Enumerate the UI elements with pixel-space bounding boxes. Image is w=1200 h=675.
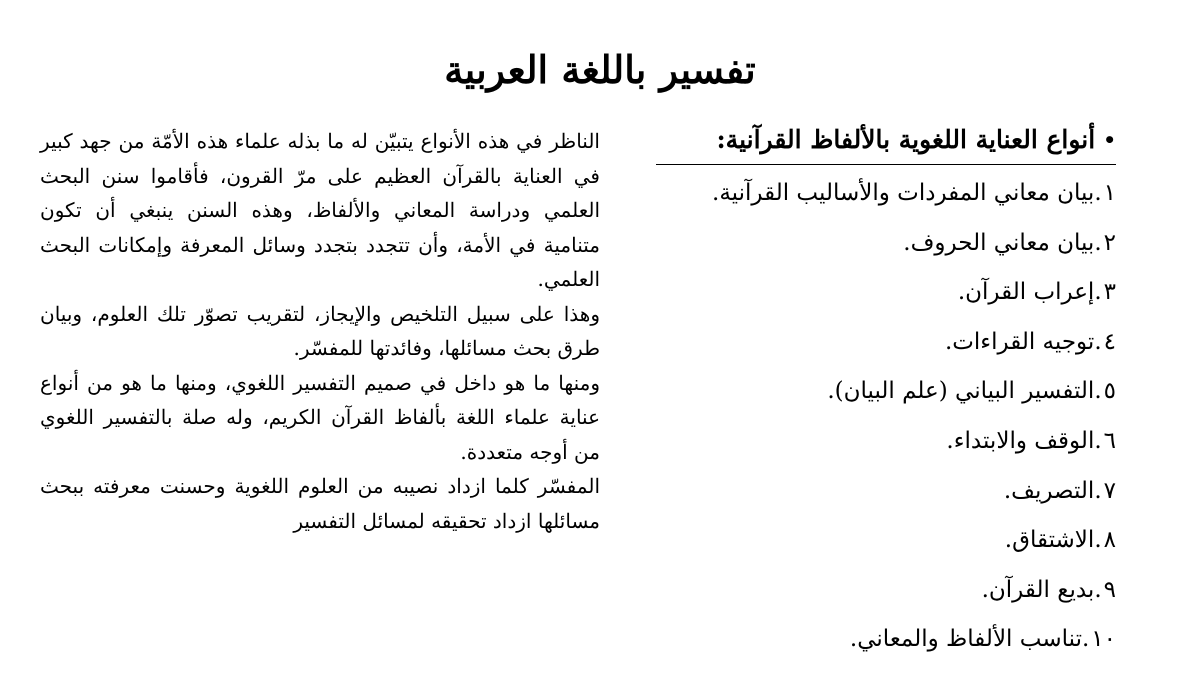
item-text: .التصريف. [1003, 477, 1102, 504]
types-list [636, 169, 1116, 665]
item-number: ٧ [1103, 477, 1116, 504]
types-section [636, 118, 1116, 665]
commentary-block [40, 124, 600, 538]
list-item [636, 169, 1116, 219]
item-number: ٦ [1103, 427, 1116, 454]
item-number: ١ [1103, 180, 1116, 206]
page-title: تفسير باللغة العربية [444, 47, 756, 92]
item-text: .تناسب الألفاظ والمعاني. [849, 626, 1090, 653]
item-text: .بديع القرآن. [981, 576, 1102, 603]
item-number: ٨ [1103, 527, 1116, 554]
list-item [636, 516, 1116, 566]
list-item [636, 417, 1116, 467]
list-item [636, 268, 1116, 318]
item-number: ٤ [1103, 328, 1116, 355]
item-text: .بيان معاني الحروف. [903, 229, 1102, 256]
commentary-paragraph: ومنها ما هو داخل في صميم التفسير اللغوي، ومنها ما هو من أنواع عناية علماء اللغة بألفاظ القرآن الكريم، وله صلة بالتفسير اللغوي من أوجه متعددة. [40, 370, 600, 464]
item-text: .إعراب القرآن. [957, 279, 1102, 306]
list-item [636, 219, 1116, 269]
item-text: .توجيه القراءات. [944, 328, 1102, 355]
list-item [636, 367, 1116, 417]
commentary-paragraph: وهذا على سبيل التلخيص والإيجاز، لتقريب تصوّر تلك العلوم، وبيان طرق بحث مسائلها، وفائدتها للمفسّر. [40, 301, 600, 360]
item-number: ٣ [1103, 279, 1116, 306]
list-item [636, 318, 1116, 368]
bullet-icon: • [1103, 128, 1116, 152]
list-item [636, 615, 1116, 665]
item-text: .الوقف والابتداء. [946, 427, 1102, 454]
commentary-paragraph: الناظر في هذه الأنواع يتبيّن له ما بذله علماء هذه الأمّة من جهد كبير في العناية بالقرآن العظيم على مرّ القرون، فأقاموا سنن البحث العلمي ودراسة المعاني والألفاظ، وهذه السنن ينبغي أن تكون متنامية في الأمة، وأن تتجدد بتجدد وسائل المعرفة وإمكانات البحث العلمي. [40, 129, 600, 291]
list-item [636, 467, 1116, 517]
section-heading [656, 118, 1116, 165]
item-number: ٩ [1103, 576, 1116, 603]
item-text: .التفسير البياني (علم البيان). [827, 378, 1102, 405]
item-text: .الاشتقاق. [1004, 527, 1102, 554]
list-item [636, 566, 1116, 616]
commentary-paragraph: المفسّر كلما ازداد نصيبه من العلوم اللغوية وحسنت معرفته ببحث مسائلها ازداد تحقيقه لمسائل التفسير [40, 474, 600, 533]
item-number: ٢ [1103, 229, 1116, 256]
item-number: ١٠ [1091, 626, 1116, 653]
item-text: .بيان معاني المفردات والأساليب القرآنية. [712, 180, 1102, 206]
item-number: ٥ [1103, 378, 1116, 405]
section-heading-text: أنواع العناية اللغوية بالألفاظ القرآنية: [716, 125, 1096, 154]
